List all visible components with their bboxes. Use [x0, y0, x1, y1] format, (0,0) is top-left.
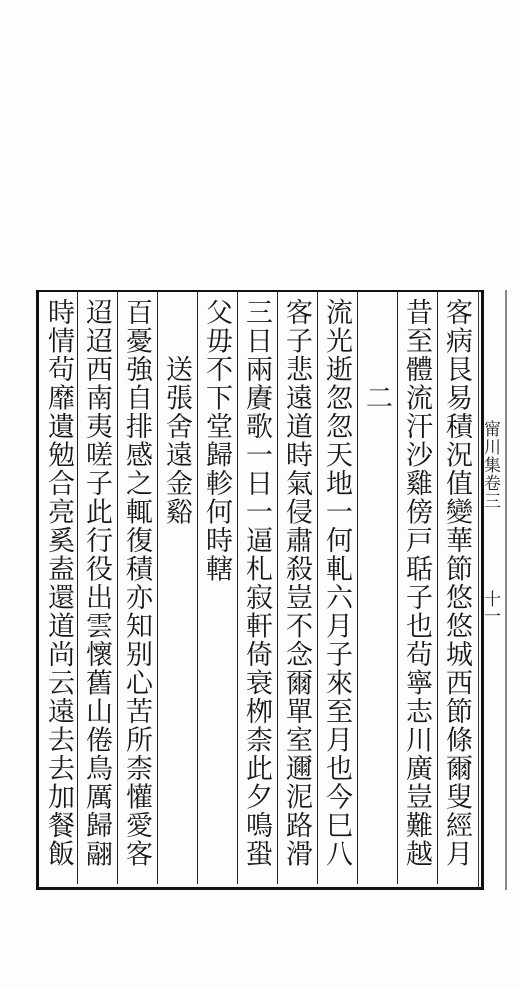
column-rule — [197, 292, 198, 884]
page-edge — [505, 290, 507, 890]
column-rule — [357, 292, 358, 884]
column-rule — [437, 292, 438, 884]
column-rule — [117, 292, 118, 884]
folio-number: 十一 — [480, 590, 500, 624]
column-rule — [277, 292, 278, 884]
column-rule — [397, 292, 398, 884]
text-column-10: 迢迢西南夷嗟子此行役出雲懷舊山倦鳥厲歸翮 — [81, 298, 112, 868]
center-fold-margin — [478, 290, 504, 888]
column-rule — [317, 292, 318, 884]
text-column-3: 二 — [361, 298, 392, 412]
text-column-4: 流光逝忽忽天地一何軋六月子來至月也今巳八 — [321, 298, 352, 868]
text-column-9: 百憂強自排感之輒復積亦知别心苦所柰懽愛客 — [121, 298, 152, 868]
text-column-8-title: 送張舍遠金谿 — [161, 298, 192, 526]
text-column-11: 時情茍靡遺勉合亮奚盍還道尚云遠去去加餐飯 — [43, 298, 74, 868]
column-rule — [77, 292, 78, 884]
column-rule — [157, 292, 158, 884]
text-column-5: 客子悲遠道時氣侵肅殺豈不念爾單室邇泥路滑 — [281, 298, 312, 868]
column-rule — [237, 292, 238, 884]
text-column-1: 客病艮易積況值變華節悠悠城西節條爾叟經月 — [441, 298, 472, 868]
text-column-7: 父毋不下堂歸軫何時轄 — [201, 298, 232, 583]
text-frame — [36, 290, 484, 890]
text-column-2: 昔至體流汗沙雞傍戸聒子也茍寧志川廣豈難越 — [401, 298, 432, 868]
text-column-6: 三日兩賡歌一日一逼札寂軒倚衰栁柰此夕鳴蛩 — [241, 298, 272, 868]
fold-rule — [478, 290, 479, 888]
book-title-margin: 甯川集卷三 — [480, 420, 500, 510]
